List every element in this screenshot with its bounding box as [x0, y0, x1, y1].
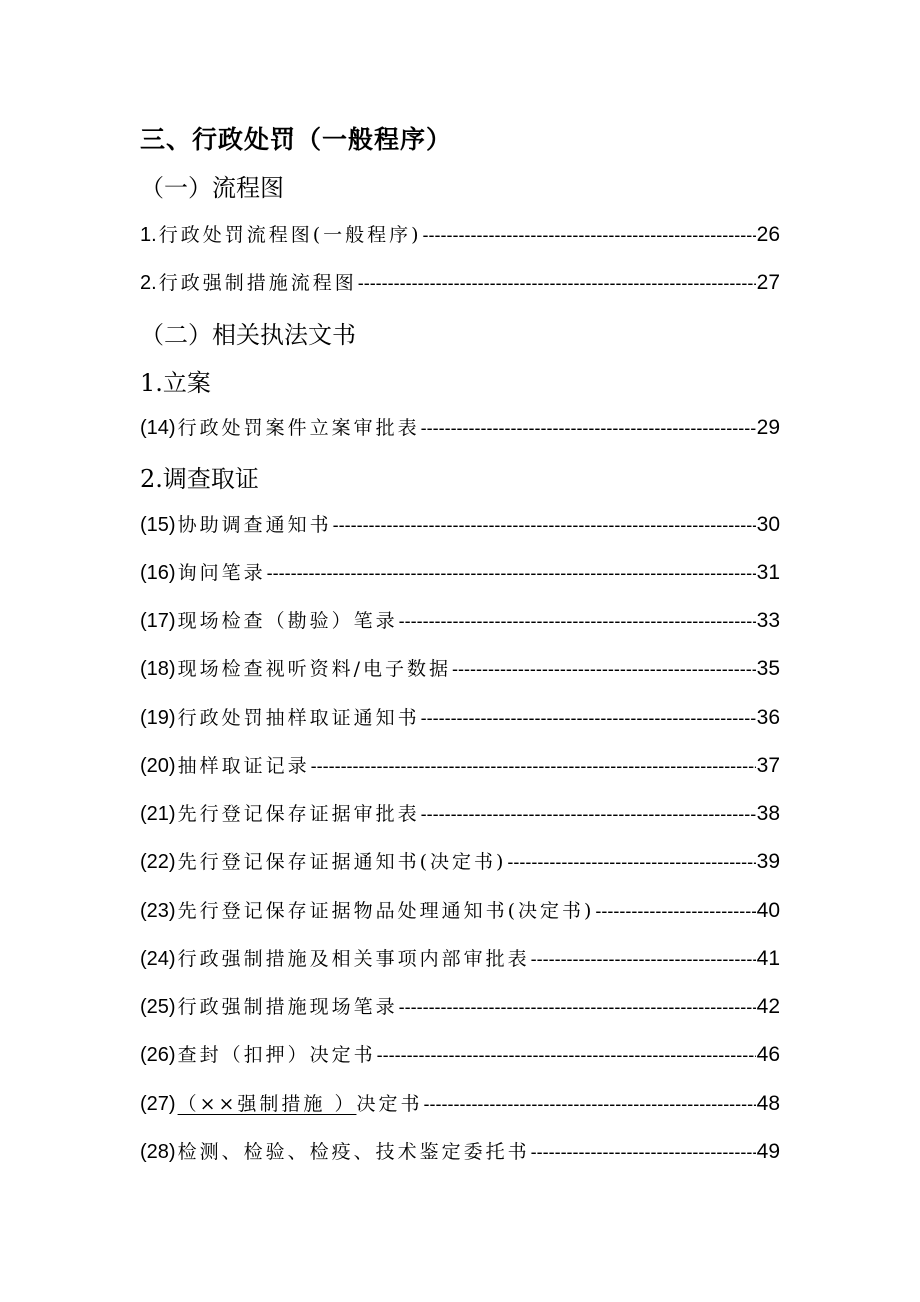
- entry-page: 38: [756, 802, 780, 825]
- toc-entry[interactable]: [140, 992, 780, 1019]
- entry-number: 2.: [140, 272, 157, 294]
- toc-entry[interactable]: [140, 751, 780, 778]
- entry-title: 查封（扣押）决定书: [177, 1044, 376, 1066]
- toc-entry[interactable]: [140, 220, 780, 247]
- dot-leader: [267, 563, 756, 584]
- toc-entry[interactable]: [140, 944, 780, 971]
- entry-page: 35: [756, 657, 780, 680]
- entry-number: (27): [140, 1093, 176, 1115]
- entry-title: 现场检查视听资料/电子数据: [177, 658, 451, 680]
- dot-leader: [358, 273, 756, 294]
- entry-title: 行政处罚流程图(一般程序): [158, 224, 422, 246]
- entry-number: 1.: [140, 224, 157, 246]
- dot-leader: [421, 418, 756, 439]
- dot-leader: [507, 852, 755, 873]
- entry-title: 行政强制措施流程图: [158, 272, 357, 294]
- toc-entry[interactable]: [140, 268, 780, 295]
- entry-number: (26): [140, 1044, 176, 1066]
- entry-page: 40: [756, 899, 780, 922]
- entry-number: (19): [140, 707, 176, 729]
- entry-number: (24): [140, 948, 176, 970]
- entry-number: (18): [140, 658, 176, 680]
- entry-title: 行政处罚案件立案审批表: [177, 417, 420, 439]
- entry-number: (16): [140, 562, 176, 584]
- dot-leader: [311, 756, 756, 777]
- entry-page: 41: [756, 947, 780, 970]
- entry-title-suffix: 决定书: [356, 1093, 423, 1115]
- dot-leader: [531, 949, 756, 970]
- entry-number: (15): [140, 514, 176, 536]
- entry-page: 26: [756, 223, 780, 246]
- entry-number: (23): [140, 900, 176, 922]
- dot-leader: [421, 708, 756, 729]
- entry-title: 行政处罚抽样取证通知书: [177, 707, 420, 729]
- entry-page: 36: [756, 706, 780, 729]
- entry-page: 29: [756, 416, 780, 439]
- entry-page: 48: [756, 1092, 780, 1115]
- dot-leader: [423, 1094, 755, 1115]
- dot-leader: [423, 225, 756, 246]
- entry-page: 30: [756, 513, 780, 536]
- toc-entry[interactable]: [140, 847, 780, 874]
- dot-leader: [399, 611, 756, 632]
- entry-title-blank: （××强制措施 ）: [177, 1093, 357, 1115]
- dot-leader: [377, 1045, 756, 1066]
- toc-entry[interactable]: [140, 799, 780, 826]
- dot-leader: [595, 901, 755, 922]
- entry-number: (25): [140, 996, 176, 1018]
- dot-leader: [399, 997, 756, 1018]
- toc-entry[interactable]: [140, 413, 780, 440]
- entry-title: 先行登记保存证据审批表: [177, 803, 420, 825]
- entry-page: 37: [756, 754, 780, 777]
- entry-title: 先行登记保存证据通知书(决定书): [177, 851, 507, 873]
- dot-leader: [531, 1142, 756, 1163]
- entry-title: 询问笔录: [177, 562, 266, 584]
- entry-title: [178, 1089, 423, 1116]
- subsection-documents: （二）相关执法文书: [140, 321, 356, 349]
- entry-number: (21): [140, 803, 176, 825]
- entry-title: 行政强制措施现场笔录: [177, 996, 398, 1018]
- entry-title: 协助调查通知书: [177, 514, 332, 536]
- group-investigation: 2.调查取证: [140, 465, 259, 493]
- toc-entry[interactable]: [140, 510, 780, 537]
- entry-number: (22): [140, 851, 176, 873]
- toc-entry[interactable]: [140, 654, 780, 681]
- entry-page: 39: [756, 850, 780, 873]
- entry-page: 46: [756, 1043, 780, 1066]
- entry-title: 行政强制措施及相关事项内部审批表: [177, 948, 530, 970]
- toc-entry[interactable]: [140, 606, 780, 633]
- entry-title: 抽样取证记录: [177, 755, 310, 777]
- entry-number: (20): [140, 755, 176, 777]
- dot-leader: [421, 804, 756, 825]
- dot-leader: [452, 659, 756, 680]
- toc-entry[interactable]: [140, 558, 780, 585]
- section-heading: 三、行政处罚（一般程序）: [140, 125, 453, 154]
- entry-number: (17): [140, 610, 176, 632]
- toc-entry[interactable]: [140, 1089, 780, 1116]
- entry-page: 31: [756, 561, 780, 584]
- entry-number: (28): [140, 1141, 176, 1163]
- toc-entry[interactable]: [140, 703, 780, 730]
- toc-entry[interactable]: [140, 1137, 780, 1164]
- subsection-flowchart: （一）流程图: [140, 174, 284, 202]
- entry-title: 先行登记保存证据物品处理通知书(决定书): [177, 900, 595, 922]
- toc-entry[interactable]: [140, 896, 780, 923]
- entry-page: 33: [756, 609, 780, 632]
- entry-title: 检测、检验、检疫、技术鉴定委托书: [177, 1141, 530, 1163]
- group-filing: 1.立案: [140, 369, 211, 397]
- toc-entry[interactable]: [140, 1040, 780, 1067]
- entry-page: 49: [756, 1140, 780, 1163]
- entry-title: 现场检查（勘验）笔录: [177, 610, 398, 632]
- dot-leader: [333, 515, 756, 536]
- entry-page: 27: [756, 271, 780, 294]
- entry-page: 42: [756, 995, 780, 1018]
- entry-number: (14): [140, 417, 176, 439]
